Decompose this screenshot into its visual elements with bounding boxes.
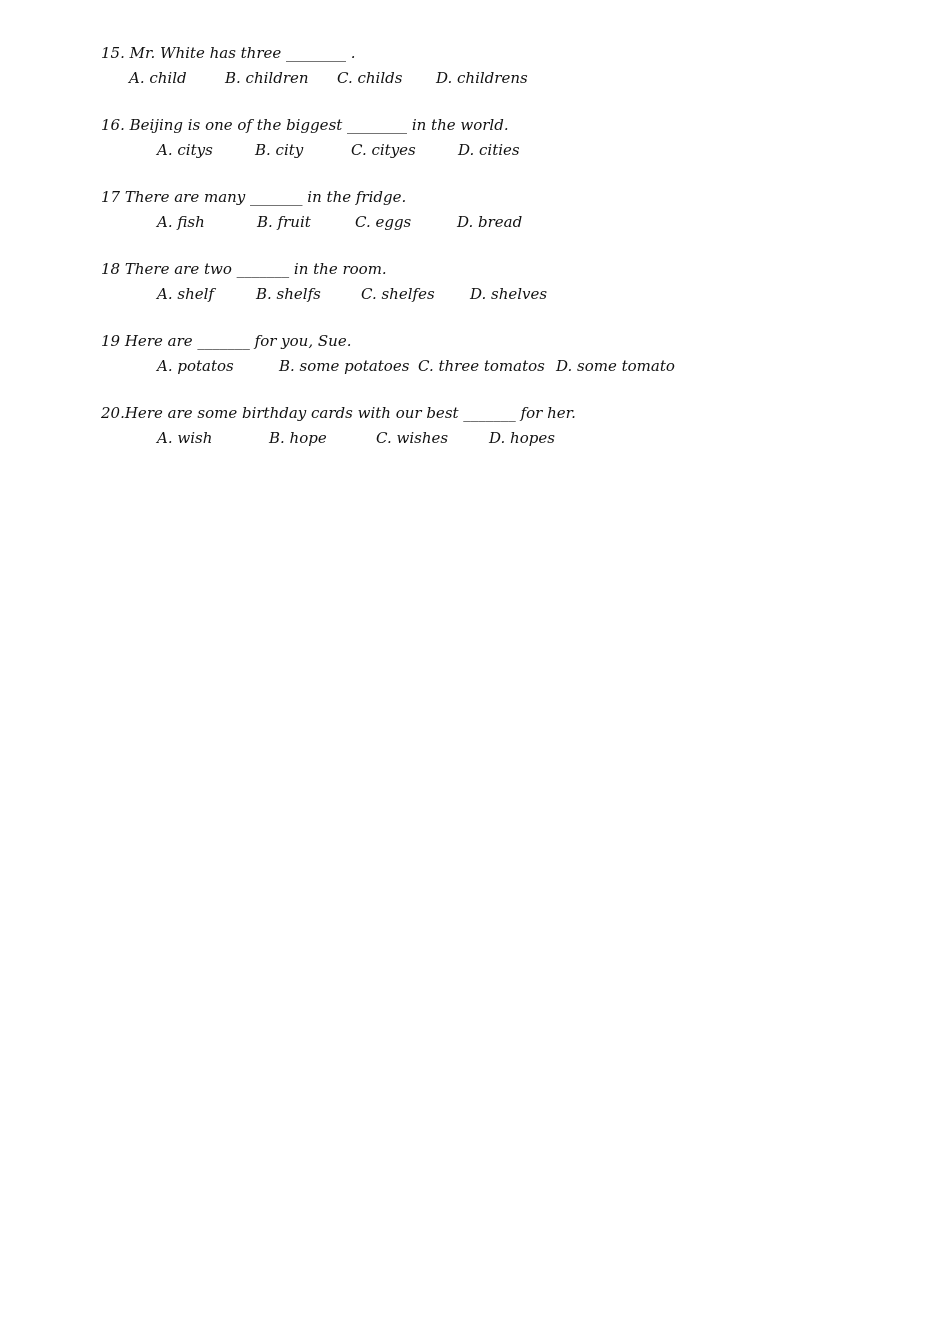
question-15-stem: 15. Mr. White has three ________ . bbox=[101, 44, 356, 62]
question-19-option-a: A. potatos bbox=[157, 357, 234, 375]
question-16-option-c: C. cityes bbox=[351, 141, 416, 159]
question-17-stem: 17 There are many _______ in the fridge. bbox=[101, 188, 407, 206]
question-19-option-d: D. some tomato bbox=[556, 357, 675, 375]
question-18-option-b: B. shelfs bbox=[256, 285, 321, 303]
question-16-stem: 16. Beijing is one of the biggest ________ in the world. bbox=[101, 116, 509, 134]
question-16-option-d: D. cities bbox=[458, 141, 520, 159]
question-18-option-c: C. shelfes bbox=[361, 285, 435, 303]
question-18-option-d: D. shelves bbox=[470, 285, 548, 303]
question-18-option-a: A. shelf bbox=[157, 285, 214, 303]
question-17-option-d: D. bread bbox=[457, 213, 523, 231]
question-17-option-c: C. eggs bbox=[355, 213, 412, 231]
question-20-stem: 20.Here are some birthday cards with our best _______ for her. bbox=[101, 404, 576, 422]
question-17-option-b: B. fruit bbox=[257, 213, 311, 231]
question-17-option-a: A. fish bbox=[157, 213, 205, 231]
question-15-option-b: B. children bbox=[225, 69, 309, 87]
question-15-option-c: C. childs bbox=[337, 69, 403, 87]
question-20-option-b: B. hope bbox=[269, 429, 327, 447]
question-15-option-a: A. child bbox=[129, 69, 187, 87]
question-20-option-d: D. hopes bbox=[489, 429, 555, 447]
question-16-option-a: A. citys bbox=[157, 141, 213, 159]
question-16-option-b: B. city bbox=[255, 141, 304, 159]
question-15-option-d: D. childrens bbox=[436, 69, 528, 87]
question-19-stem: 19 Here are _______ for you, Sue. bbox=[101, 332, 352, 350]
question-20-option-c: C. wishes bbox=[376, 429, 449, 447]
question-19-option-b: B. some potatoes bbox=[279, 357, 410, 375]
question-19-option-c: C. three tomatos bbox=[418, 357, 545, 375]
question-18-stem: 18 There are two _______ in the room. bbox=[101, 260, 387, 278]
question-20-option-a: A. wish bbox=[157, 429, 213, 447]
